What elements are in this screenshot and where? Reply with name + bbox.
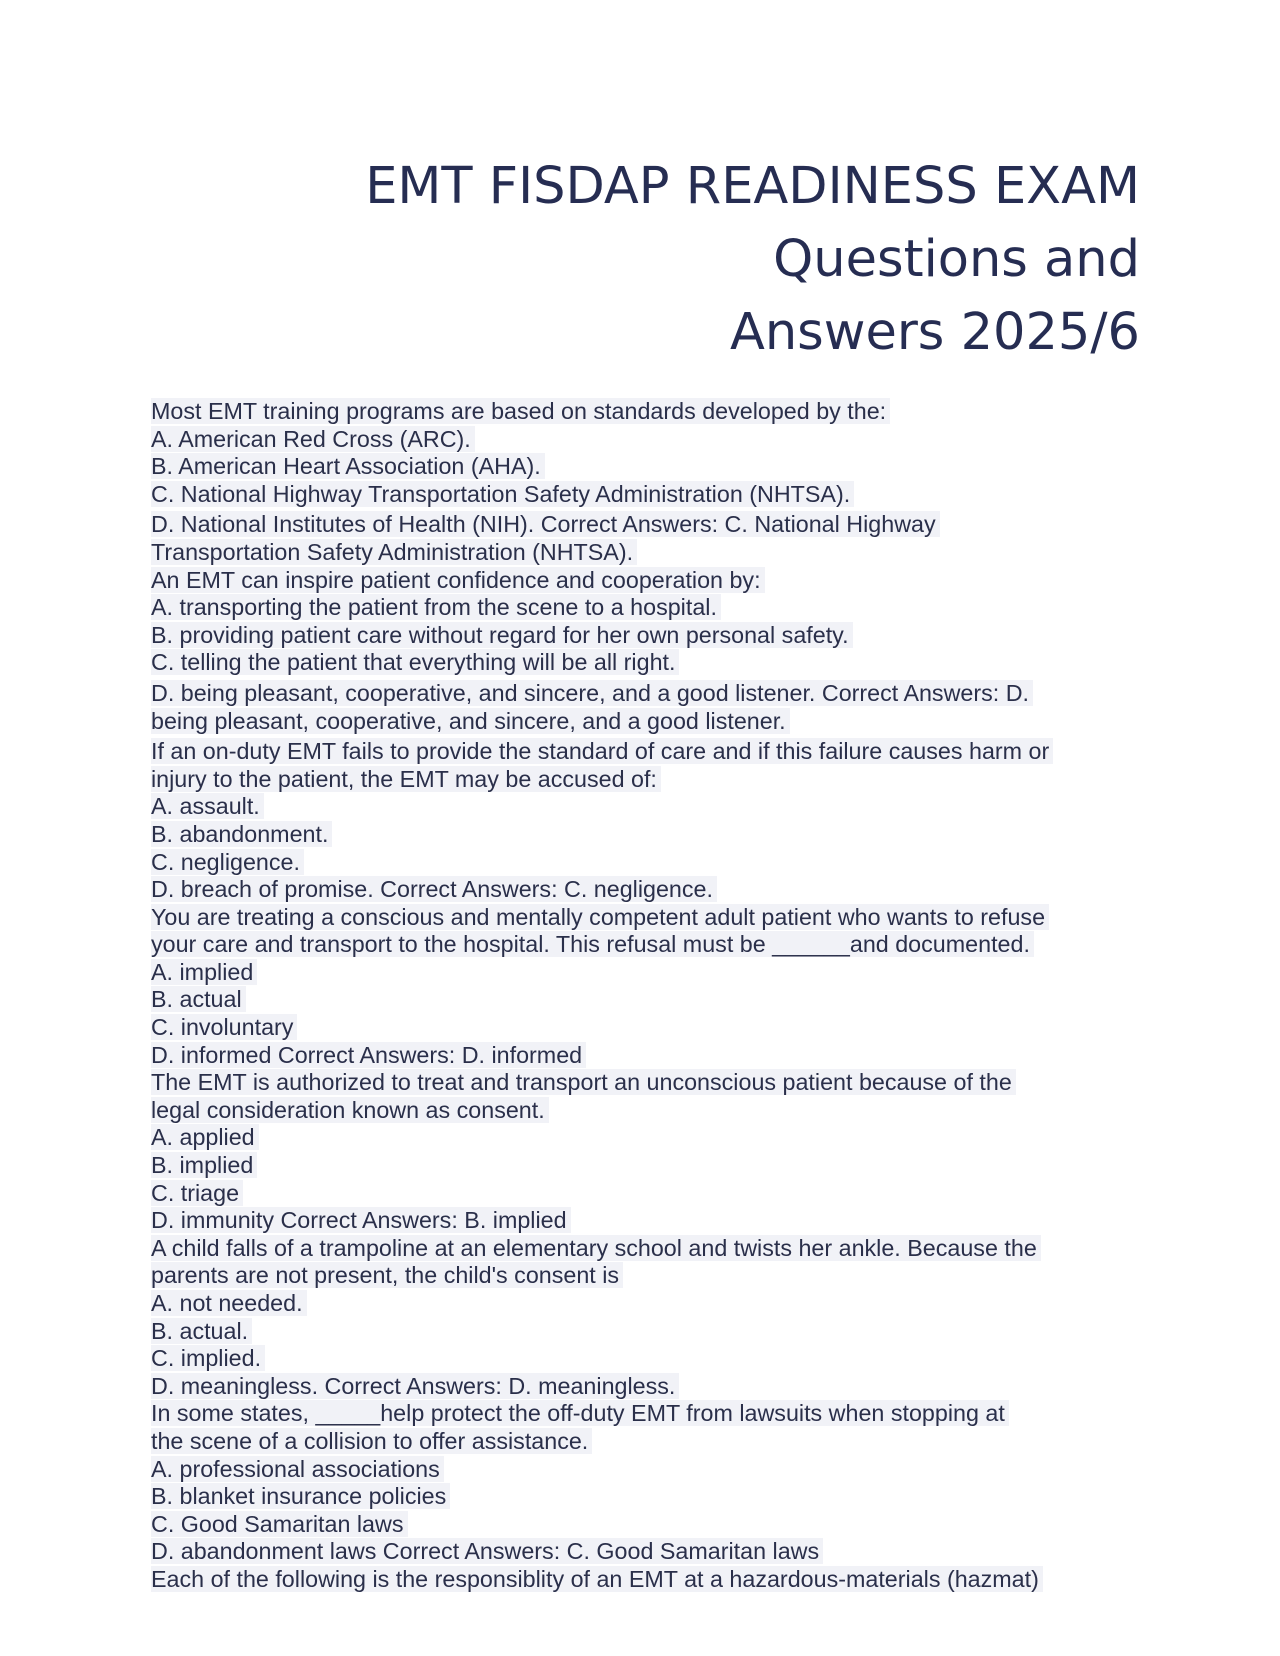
- text-line: [151, 594, 1151, 622]
- text-line-content: D. National Institutes of Health (NIH). Correct Answers: C. National Highway: [151, 511, 940, 537]
- document-title: [365, 150, 1140, 369]
- text-line-content: A. implied: [151, 959, 257, 985]
- text-line-content: B. actual: [151, 986, 246, 1012]
- text-line: [151, 1069, 1151, 1097]
- text-line-content: Each of the following is the responsiblity of an EMT at a hazardous-materials (hazmat): [151, 1566, 1043, 1592]
- text-line-content: B. providing patient care without regard for her own personal safety.: [151, 622, 853, 648]
- text-line: [151, 821, 1151, 849]
- text-line: [151, 1014, 1151, 1042]
- title-line: Answers 2025/6: [729, 303, 1140, 362]
- text-line: [151, 959, 1151, 987]
- text-line: [151, 1262, 1151, 1290]
- text-line-content: C. implied.: [151, 1345, 265, 1371]
- text-line-content: B. blanket insurance policies: [151, 1483, 450, 1509]
- text-line: [151, 539, 1151, 567]
- text-line: [151, 426, 1151, 454]
- text-line-content: C. triage: [151, 1180, 243, 1206]
- text-line: [151, 849, 1151, 877]
- text-line-content: An EMT can inspire patient confidence and cooperation by:: [151, 567, 765, 593]
- text-line-content: D. abandonment laws Correct Answers: C. Good Samaritan laws: [151, 1538, 823, 1564]
- text-line: [151, 1566, 1151, 1594]
- text-line-content: Transportation Safety Administration (NHTSA).: [151, 539, 637, 565]
- text-line-content: A child falls of a trampoline at an elementary school and twists her ankle. Because the: [151, 1235, 1041, 1261]
- text-line: [151, 1538, 1151, 1566]
- text-line: [151, 986, 1151, 1014]
- text-line-content: the scene of a collision to offer assistance.: [151, 1428, 592, 1454]
- text-line-content: You are treating a conscious and mentally competent adult patient who wants to refuse: [151, 904, 1049, 930]
- text-line: [151, 931, 1151, 959]
- text-line: [151, 1456, 1151, 1484]
- title-line: Questions and: [773, 230, 1140, 289]
- text-line-content: A. professional associations: [151, 1456, 444, 1482]
- title-line: EMT FISDAP READINESS EXAM: [365, 157, 1140, 216]
- text-line-content: D. informed Correct Answers: D. informed: [151, 1042, 586, 1068]
- text-line: [151, 622, 1151, 650]
- text-line: [151, 680, 1151, 708]
- text-line-content: A. transporting the patient from the scene to a hospital.: [151, 594, 721, 620]
- text-line: [151, 511, 1151, 539]
- text-line: [151, 766, 1151, 794]
- text-line-content: A. applied: [151, 1124, 259, 1150]
- text-line-content: If an on-duty EMT fails to provide the standard of care and if this failure causes harm or: [151, 738, 1053, 764]
- text-line-content: The EMT is authorized to treat and transport an unconscious patient because of the: [151, 1069, 1016, 1095]
- text-line: [151, 398, 1151, 426]
- text-line: [151, 1345, 1151, 1373]
- text-line-content: injury to the patient, the EMT may be accused of:: [151, 766, 661, 792]
- text-line-content: B. abandonment.: [151, 821, 332, 847]
- text-line: [151, 876, 1151, 904]
- text-line: [151, 1511, 1151, 1539]
- text-line-content: D. being pleasant, cooperative, and sincere, and a good listener. Correct Answers: D.: [151, 680, 1033, 706]
- text-line: [151, 1235, 1151, 1263]
- text-line: [151, 567, 1151, 595]
- document-body: [151, 398, 1151, 1594]
- text-line-content: being pleasant, cooperative, and sincere, and a good listener.: [151, 708, 790, 734]
- text-line-content: your care and transport to the hospital. This refusal must be ______and documented.: [151, 931, 1034, 957]
- text-line: [151, 1097, 1151, 1125]
- text-line: [151, 1400, 1151, 1428]
- text-line-content: C. telling the patient that everything will be all right.: [151, 649, 679, 675]
- text-line: [151, 738, 1151, 766]
- text-line: [151, 1042, 1151, 1070]
- text-line-content: A. not needed.: [151, 1290, 307, 1316]
- text-line: [151, 1290, 1151, 1318]
- text-line: [151, 904, 1151, 932]
- text-line-content: B. American Heart Association (AHA).: [151, 453, 545, 479]
- text-line: [151, 1124, 1151, 1152]
- text-line: [151, 793, 1151, 821]
- text-line-content: legal consideration known as consent.: [151, 1097, 549, 1123]
- text-line-content: C. Good Samaritan laws: [151, 1511, 408, 1537]
- text-line-content: D. breach of promise. Correct Answers: C. negligence.: [151, 876, 717, 902]
- text-line: [151, 1207, 1151, 1235]
- text-line-content: C. involuntary: [151, 1014, 297, 1040]
- text-line: [151, 649, 1151, 677]
- text-line-content: D. immunity Correct Answers: B. implied: [151, 1207, 571, 1233]
- text-line: [151, 708, 1151, 736]
- text-line: [151, 453, 1151, 481]
- text-line: [151, 1180, 1151, 1208]
- text-line-content: C. negligence.: [151, 849, 304, 875]
- text-line-content: In some states, _____help protect the off-duty EMT from lawsuits when stopping at: [151, 1400, 1009, 1426]
- text-line-content: Most EMT training programs are based on standards developed by the:: [151, 398, 890, 424]
- text-line-content: B. implied: [151, 1152, 257, 1178]
- text-line: [151, 481, 1151, 509]
- text-line: [151, 1483, 1151, 1511]
- text-line: [151, 1428, 1151, 1456]
- text-line-content: A. American Red Cross (ARC).: [151, 426, 475, 452]
- text-line-content: A. assault.: [151, 793, 264, 819]
- text-line-content: C. National Highway Transportation Safety Administration (NHTSA).: [151, 481, 854, 507]
- text-line: [151, 1318, 1151, 1346]
- text-line-content: B. actual.: [151, 1318, 252, 1344]
- text-line-content: parents are not present, the child's consent is: [151, 1262, 623, 1288]
- text-line: [151, 1152, 1151, 1180]
- text-line-content: D. meaningless. Correct Answers: D. meaningless.: [151, 1373, 679, 1399]
- text-line: [151, 1373, 1151, 1401]
